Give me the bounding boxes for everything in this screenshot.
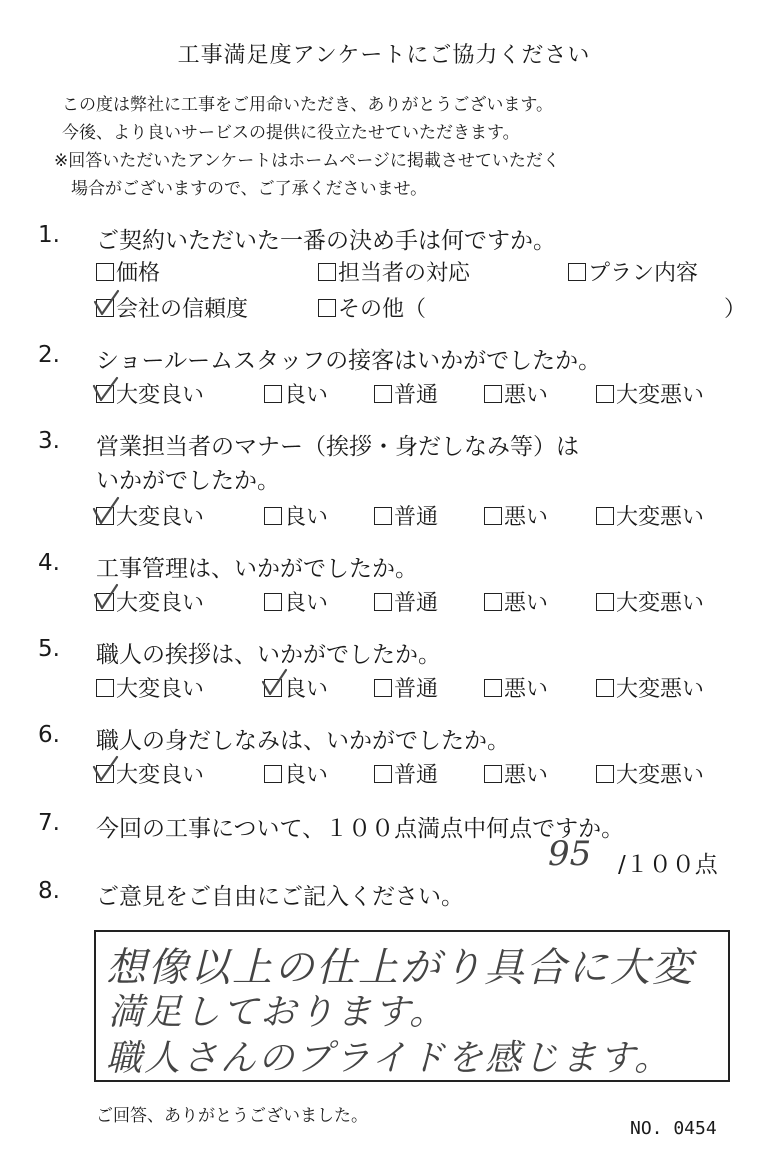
handwritten-check-icon — [91, 376, 121, 404]
question-1-text: ご契約いただいた一番の決め手は何ですか。 — [96, 228, 556, 254]
checkbox-icon[interactable] — [318, 263, 336, 281]
q3-option-good[interactable]: 良い — [264, 500, 328, 531]
q6-option-very-bad[interactable]: 大変悪い — [596, 758, 704, 789]
comment-line-2: 満足しております。 — [108, 992, 448, 1033]
question-2-text: ショールームスタッフの接客はいかがでしたか。 — [96, 348, 602, 374]
question-5-number: 5. — [38, 636, 60, 662]
checkbox-icon[interactable] — [264, 593, 282, 611]
question-6-number: 6. — [38, 722, 60, 748]
question-4-number: 4. — [38, 550, 60, 576]
question-3-number: 3. — [38, 428, 60, 454]
checkbox-icon[interactable] — [596, 507, 614, 525]
comment-line-3: 職人さんのプライドを感じます。 — [106, 1038, 673, 1079]
q2-option-very-good[interactable]: 大変良い — [96, 378, 204, 409]
q1-option-staff[interactable]: 担当者の対応 — [318, 256, 470, 287]
checkbox-icon[interactable] — [96, 263, 114, 281]
question-4-text: 工事管理は、いかがでしたか。 — [96, 556, 418, 582]
checkbox-icon[interactable] — [374, 593, 392, 611]
q6-option-good[interactable]: 良い — [264, 758, 328, 789]
q4-option-very-good[interactable]: 大変良い — [96, 586, 204, 617]
checkbox-icon[interactable] — [374, 765, 392, 783]
serial-number: NO. 0454 — [630, 1118, 717, 1139]
q2-option-very-bad[interactable]: 大変悪い — [596, 378, 704, 409]
checkbox-icon[interactable] — [596, 385, 614, 403]
q4-option-very-bad[interactable]: 大変悪い — [596, 586, 704, 617]
handwritten-check-icon — [259, 670, 289, 698]
q5-option-bad[interactable]: 悪い — [484, 672, 548, 703]
checkbox-icon[interactable] — [264, 385, 282, 403]
q1-option-trust[interactable]: 会社の信頼度 — [96, 292, 248, 323]
comment-line-1: 想像以上の仕上がり具合に大変 — [106, 945, 694, 991]
question-6-text: 職人の身だしなみは、いかがでしたか。 — [96, 728, 510, 754]
intro-line-4: 場合がございますので、ご了承くださいませ。 — [54, 179, 428, 199]
checkbox-icon[interactable] — [264, 507, 282, 525]
checkbox-icon[interactable] — [596, 679, 614, 697]
q1-option-other[interactable]: その他（ — [318, 292, 426, 323]
checkbox-checked-icon[interactable] — [96, 593, 114, 611]
q5-option-very-good[interactable]: 大変良い — [96, 672, 204, 703]
checkbox-icon[interactable] — [264, 765, 282, 783]
handwritten-check-icon — [91, 756, 121, 784]
q4-option-good[interactable]: 良い — [264, 586, 328, 617]
checkbox-icon[interactable] — [484, 679, 502, 697]
checkbox-icon[interactable] — [596, 593, 614, 611]
checkbox-icon[interactable] — [484, 507, 502, 525]
checkbox-icon[interactable] — [484, 765, 502, 783]
q3-option-bad[interactable]: 悪い — [484, 500, 548, 531]
question-8-text: ご意見をご自由にご記入ください。 — [96, 884, 464, 910]
question-1-number: 1. — [38, 222, 60, 248]
handwritten-check-icon — [91, 584, 121, 612]
survey-title: 工事満足度アンケートにご協力ください — [177, 43, 591, 68]
question-7-text: 今回の工事について、１００点満点中何点ですか。 — [96, 816, 625, 842]
q3-option-normal[interactable]: 普通 — [374, 500, 438, 531]
intro-line-3: ※回答いただいたアンケートはホームページに掲載させていただく — [54, 151, 560, 171]
footer-thanks: ご回答、ありがとうございました。 — [96, 1106, 368, 1126]
score-suffix: /１００点 — [618, 852, 718, 878]
q1-option-plan[interactable]: プラン内容 — [568, 256, 698, 287]
q4-option-normal[interactable]: 普通 — [374, 586, 438, 617]
q5-option-very-bad[interactable]: 大変悪い — [596, 672, 704, 703]
checkbox-icon[interactable] — [374, 679, 392, 697]
q2-option-good[interactable]: 良い — [264, 378, 328, 409]
checkbox-checked-icon[interactable] — [264, 679, 282, 697]
q1-option-price[interactable]: 価格 — [96, 256, 160, 287]
question-3-text-2: いかがでしたか。 — [96, 468, 280, 494]
question-3-text: 営業担当者のマナー（挨拶・身だしなみ等）は — [96, 434, 579, 460]
checkbox-icon[interactable] — [96, 679, 114, 697]
q5-option-good[interactable]: 良い — [264, 672, 328, 703]
question-2-number: 2. — [38, 342, 60, 368]
checkbox-icon[interactable] — [596, 765, 614, 783]
q6-option-normal[interactable]: 普通 — [374, 758, 438, 789]
checkbox-checked-icon[interactable] — [96, 385, 114, 403]
q6-option-very-good[interactable]: 大変良い — [96, 758, 204, 789]
checkbox-icon[interactable] — [484, 593, 502, 611]
question-5-text: 職人の挨拶は、いかがでしたか。 — [96, 642, 441, 668]
checkbox-icon[interactable] — [318, 299, 336, 317]
q2-option-normal[interactable]: 普通 — [374, 378, 438, 409]
handwritten-score[interactable]: 95 — [548, 834, 592, 874]
question-8-number: 8. — [38, 878, 60, 904]
checkbox-icon[interactable] — [568, 263, 586, 281]
checkbox-icon[interactable] — [374, 385, 392, 403]
q3-option-very-good[interactable]: 大変良い — [96, 500, 204, 531]
q2-option-bad[interactable]: 悪い — [484, 378, 548, 409]
intro-line-1: この度は弊社に工事をご用命いただき、ありがとうございます。 — [62, 95, 553, 115]
handwritten-check-icon — [91, 290, 121, 318]
intro-line-2: 今後、より良いサービスの提供に役立たせていただきます。 — [62, 123, 520, 143]
q1-other-close: ） — [724, 297, 747, 322]
q5-option-normal[interactable]: 普通 — [374, 672, 438, 703]
checkbox-checked-icon[interactable] — [96, 765, 114, 783]
checkbox-checked-icon[interactable] — [96, 507, 114, 525]
q4-option-bad[interactable]: 悪い — [484, 586, 548, 617]
checkbox-checked-icon[interactable] — [96, 299, 114, 317]
checkbox-icon[interactable] — [374, 507, 392, 525]
handwritten-check-icon — [91, 498, 121, 526]
q6-option-bad[interactable]: 悪い — [484, 758, 548, 789]
comment-box[interactable] — [94, 930, 730, 1082]
question-7-number: 7. — [38, 810, 60, 836]
checkbox-icon[interactable] — [484, 385, 502, 403]
q3-option-very-bad[interactable]: 大変悪い — [596, 500, 704, 531]
